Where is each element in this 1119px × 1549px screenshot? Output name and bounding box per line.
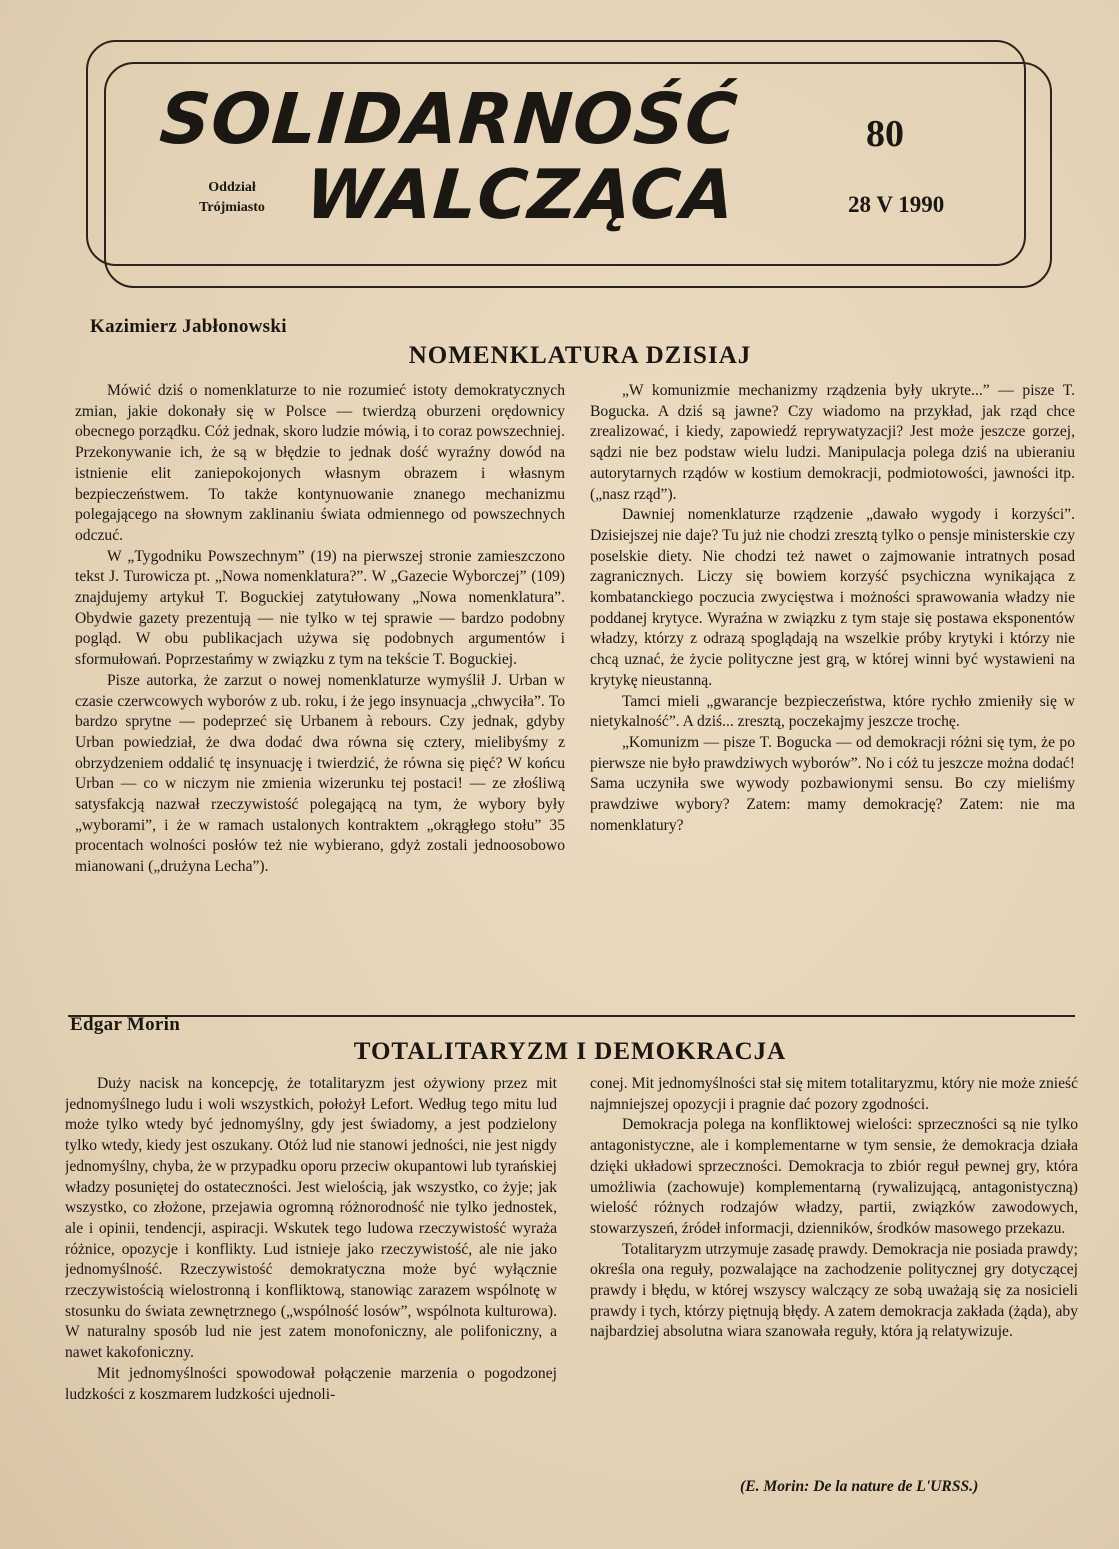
article2-right-column: [590, 1074, 1078, 1476]
article2-right-paragraph: Totalitaryzm utrzymuje zasadę prawdy. Demokracja nie posiada prawdy; określa ona reguły, pozwalające na zachodzenie politycznej gry dotyczącej prawdy i błędu, w której wszyscy walczący ze sobą uważają się za nosicieli prawdy i tych, którzy piętnują błędy. A zatem demokracja zakłada (żąda), aby najbardziej absolutna wiara szanowała reguły, która ją relatywizuje.: [590, 1240, 1078, 1341]
article2-left-paragraph: Mit jednomyślności spowodował połączenie marzenia o pogodzonej ludzkości z koszmarem ludzkości ujednoli-: [65, 1364, 557, 1403]
article2-source: (E. Morin: De la nature de L'URSS.): [740, 1478, 979, 1495]
article2-left-column: [65, 1074, 557, 1524]
branch-line1: Oddział: [208, 180, 256, 195]
article1-right-paragraph: Dawniej nomenklaturze rządzenie „dawało wygody i korzyści”. Dzisiejszej nie daje? Tu już nie chodzi zresztą tylko o pensje ministerskie czy poselskie diety. Nie chodzi też nawet o zajmowanie intratnych posad zagranicznych. Liczy się bowiem korzyść psychiczna wynikająca z kombatanckiego poczucia zwycięstwa i możności sprawowania władzy nie poddanej krytyce. Wyraźna w związku z tym staje się postawa eksponentów władzy, którzy z odrazą spoglądają na wszelkie próby krytyki i którzy nie chcą uznać, że życie polityczne jest grą, w której winni być wystawieni na krytykę nieustanną.: [590, 506, 1075, 689]
article2-right-paragraph: conej. Mit jednomyślności stał się mitem totalitaryzmu, który nie może znieść najmniejszej opozycji i pragnie dać pozory zgodności.: [590, 1075, 1078, 1113]
masthead-title-line2: WALCZĄCA: [303, 156, 738, 235]
article2-right-paragraph: Demokracja polega na konfliktowej wielości: sprzeczności są nie tylko antagonistyczne, ale i komplementarne w tym sensie, że demokracja działa dzięki układowi sprzeczności. Demokracja to zbiór reguł pewnej gry, która umożliwia (zachowuje) komplementarną (rywalizującą, antagonistyczną) wielość różnych rodzajów władzy, partii, związków zawodowych, stowarzyszeń, źródeł informacji, dzienników, środków masowego przekazu.: [590, 1116, 1078, 1237]
branch-line2: Trójmiasto: [199, 200, 265, 215]
section-divider: [68, 1015, 1075, 1017]
article1-author: Kazimierz Jabłonowski: [90, 316, 287, 337]
article1-headline: NOMENKLATURA DZISIAJ: [408, 342, 752, 369]
masthead-branch: [182, 178, 282, 218]
issue-number: 80: [866, 113, 904, 155]
article2-headline: TOTALITARYZM I DEMOKRACJA: [353, 1038, 787, 1065]
article1-left-paragraph: W „Tygodniku Powszechnym” (19) na pierwszej stronie zamieszczono tekst J. Turowicza pt. „Nowa nomenklatura?”. W „Gazecie Wyborczej” (109) znajdujemy artykuł T. Boguckiej zatytułowany „Nowa nomenklatura”. Obydwie gazety prezentują — nie tylko w tej sprawie — bardzo podobny pogląd. W obu publikacjach używa się podobnych argumentów i sformułowań. Poprzestańmy w związku z tym na tekście T. Boguckiej.: [75, 547, 565, 669]
article1-left-column: [75, 381, 565, 999]
article1-right-paragraph: „Komunizm — pisze T. Bogucka — od demokracji różni się tym, że po pierwsze nie było prawdziwych wyborów”. No i cóż tu jeszcze można dodać! Sama uczyniła swe wywody pozbawionymi sensu. Bo czy mieliśmy prawdziwe wybory? Zatem: mamy demokrację? Zatem: nie ma nomenklatury?: [590, 733, 1075, 834]
article2-left-paragraph: Duży nacisk na koncepcję, że totalitaryzm jest ożywiony przez mit jednomyślnego ludu i woli wszystkich, położył Lefort. Według tego mitu lud może tylko wtedy być jednomyślny, gdy jest świadomy, a jest podzielony tylko wtedy, kiedy jest oszukany. Otóż lud nie stanowi jedności, nie jest nigdy jednomyślny, chyba, że w przypadku oporu przeciw okupantowi lub tyrańskiej władzy posuniętej do ostateczności. Jest wielością, jak wszystko, co żyje; jak wszystko, co złożone, przejawia ogromną różnorodność nie tylko jednostek, ale i opinii, tendencji, aspiracji. Wskutek tego ludowa rzeczywistość wyraża różnice, opozycje i konflikty. Lud istnieje jako rzeczywistość, ale nie jako jednomyślność. Rzeczywistość demokratyczna może być wyłącznie rzeczywistością wielostronną i konfliktową, stanowiąc zarazem wspólnotę w stosunku do świata zewnętrznego („wspólność losów”, wspólnota kulturowa). W naturalny sposób lud nie jest zatem monofoniczny, ale polifoniczny, a nawet kakofoniczny.: [65, 1075, 557, 1362]
article1-left-paragraph: Pisze autorka, że zarzut o nowej nomenklaturze wymyślił J. Urban w czasie czerwcowych wyborów z ub. roku, i że jego insynuacja „chwyciła”. To bardzo sprytne — podeprzeć się Urbanem à rebours. Czy jednak, gdyby Urban powiedział, że dwa dodać dwa równa się cztery, mielibyśmy z obrzydzeniem oddalić tę insynuację i twierdzić, że równa się pięć? W końcu Urban — co w niczym nie zmienia wizerunku tej postaci! — ze złośliwą satysfakcją nazwał rzeczywistość polegającą na tym, że wybory były „wyborami”, i że w ramach ustalonych kontraktem „okrągłego stołu” 35 procentach wolności posłów też nie wybierano, gdyż zostali jednoosobowo mianowani („drużyna Lecha”).: [75, 671, 565, 876]
article1-right-paragraph: „W komunizmie mechanizmy rządzenia były ukryte...” — pisze T. Bogucka. A dziś są jawne? Czy wiadomo na przykład, jak rząd chce zrealizować, i kiedy, zapowiedź reprywatyzacji? Jest może jeszcze gorzej, sądzi nie bez podstaw wielu ludzi. Manipulacja polega dziś na ubieraniu autorytarnych rządów w kostium demokracji, podmiotowości, jawności itp. („nasz rząd”).: [590, 382, 1075, 503]
article1-right-paragraph: Tamci mieli „gwarancje bezpieczeństwa, które rychło zmieniły się w nietykalność”. A dziś... zresztą, poczekajmy jeszcze trochę.: [590, 692, 1075, 731]
article1-left-paragraph: Mówić dziś o nomenklaturze to nie rozumieć istoty demokratycznych zmian, jakie dokonały się w Polsce — twierdzą oburzeni orędownicy obecnego porządku. Cóż jednak, skoro ludzie mówią, i to coraz powszechniej. Przekonywanie ich, że są w błędzie to jednak dość wyraźny dowód na istnienie elit zaniepokojonych własnym obrazem i własnym bezpieczeństwem. To także kontynuowanie znanego mechanizmu polegającego na słownym zaklinaniu świata odmiennego od powszechnych odczuć.: [75, 382, 565, 544]
article2-author: Edgar Morin: [70, 1014, 181, 1035]
issue-date: 28 V 1990: [848, 192, 945, 217]
article1-right-column: [590, 381, 1075, 1011]
masthead-title-line1: SOLIDARNOŚĆ: [157, 78, 741, 160]
